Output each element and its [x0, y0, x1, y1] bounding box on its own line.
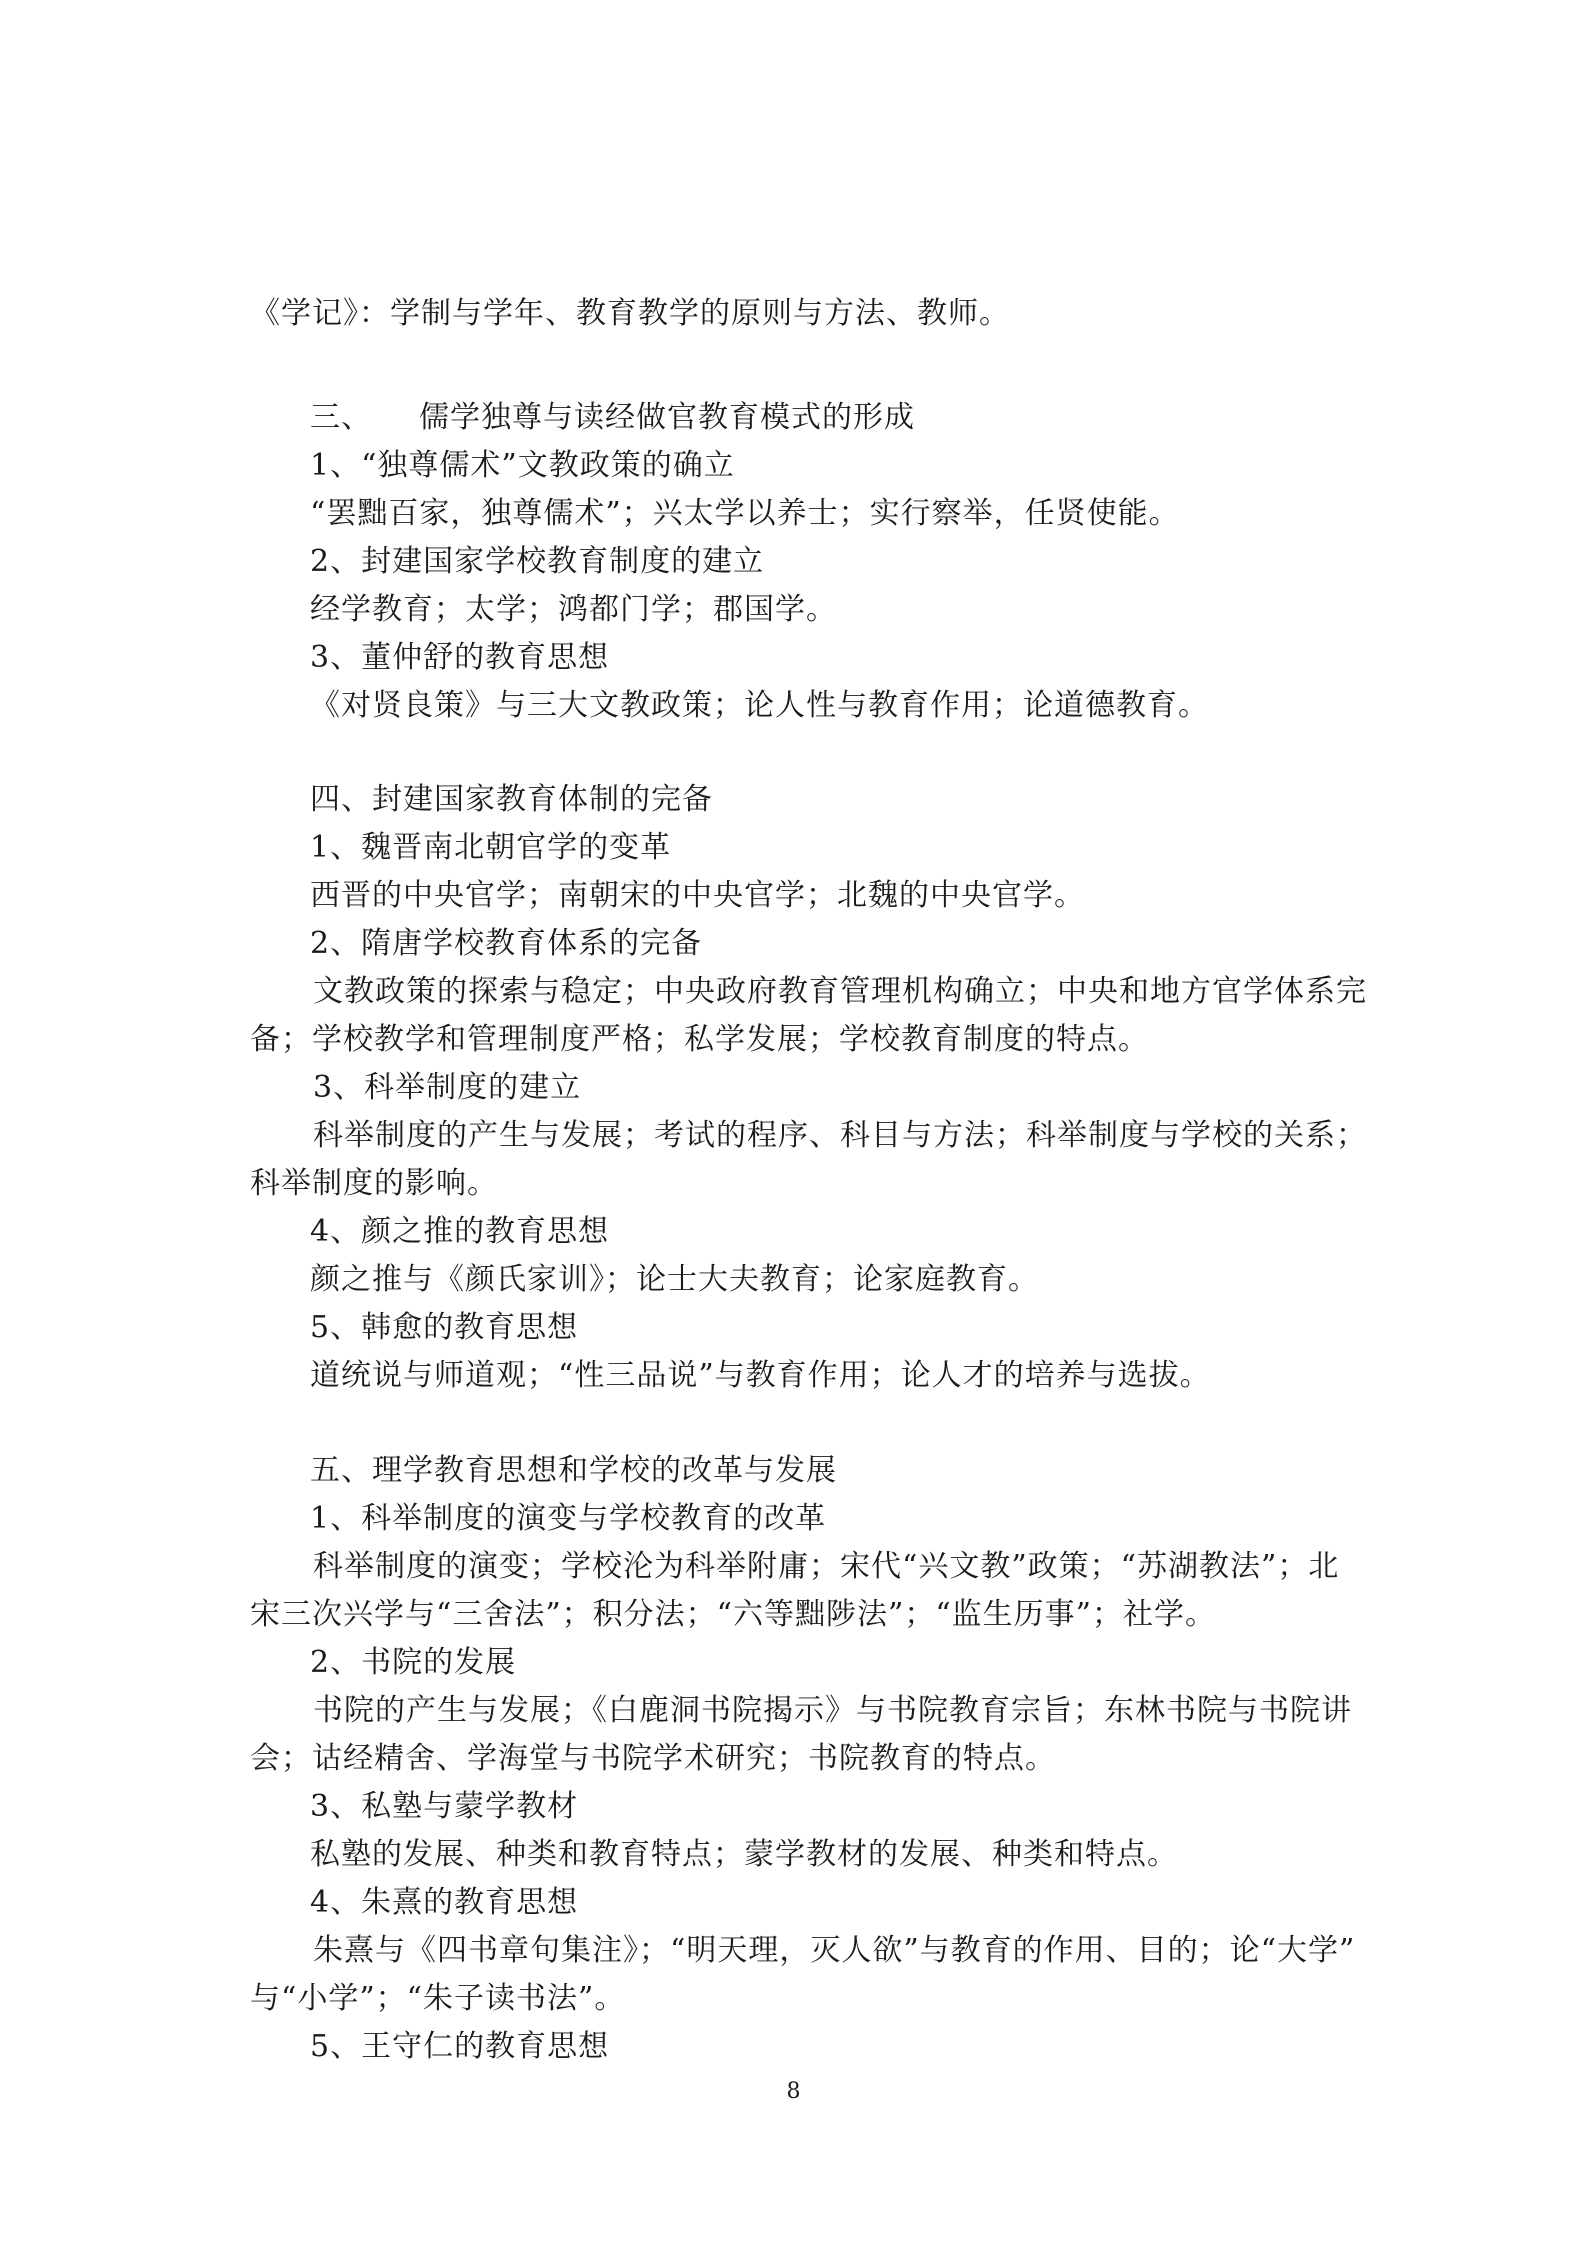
subsection-heading: 1、“独尊儒术”文教政策的确立: [310, 448, 735, 483]
text-line: 颜之推与《颜氏家训》；论士大夫教育；论家庭教育。: [310, 1262, 1039, 1297]
subsection-heading: 1、科举制度的演变与学校教育的改革: [310, 1501, 827, 1536]
text-line: 道统说与师道观；“性三品说”与教育作用；论人才的培养与选拔。: [310, 1358, 1211, 1393]
text-line: 科举制度的演变；学校沦为科举附庸；宋代“兴文教”政策；“苏湖教法”；北: [313, 1549, 1340, 1584]
subsection-heading: 4、朱熹的教育思想: [310, 1885, 579, 1920]
section-heading: 五、理学教育思想和学校的改革与发展: [310, 1453, 837, 1488]
subsection-heading: 2、书院的发展: [310, 1645, 517, 1680]
text-line: 《学记》：学制与学年、教育教学的原则与方法、教师。: [250, 296, 1010, 331]
subsection-heading: 2、隋唐学校教育体系的完备: [310, 926, 703, 961]
subsection-heading: 4、颜之推的教育思想: [310, 1214, 610, 1249]
subsection-heading: 5、王守仁的教育思想: [310, 2029, 610, 2064]
subsection-heading: 5、韩愈的教育思想: [310, 1310, 579, 1345]
text-line: 书院的产生与发展；《白鹿洞书院揭示》与书院教育宗旨；东林书院与书院讲: [313, 1693, 1352, 1728]
text-line: 宋三次兴学与“三舍法”；积分法；“六等黜陟法”；“监生历事”；社学。: [250, 1597, 1217, 1632]
text-line: 西晋的中央官学；南朝宋的中央官学；北魏的中央官学。: [310, 878, 1085, 913]
text-line: 朱熹与《四书章句集注》；“明天理，灭人欲”与教育的作用、目的；论“大学”: [313, 1933, 1356, 1968]
section-heading: 四、封建国家教育体制的完备: [310, 782, 713, 817]
text-line: 会；诂经精舍、学海堂与书院学术研究；书院教育的特点。: [250, 1741, 1056, 1776]
subsection-heading: 2、封建国家学校教育制度的建立: [310, 544, 765, 579]
text-line: “罢黜百家，独尊儒术”；兴太学以养士；实行察举，任贤使能。: [310, 496, 1180, 531]
text-line: 经学教育；太学；鸿都门学；郡国学。: [310, 592, 837, 627]
subsection-heading: 3、科举制度的建立: [313, 1070, 582, 1105]
subsection-heading: 3、董仲舒的教育思想: [310, 640, 610, 675]
page-number: 8: [786, 2079, 801, 2104]
text-line: 科举制度的产生与发展；考试的程序、科目与方法；科举制度与学校的关系；: [313, 1118, 1367, 1153]
section-heading: 三、 儒学独尊与读经做官教育模式的形成: [310, 400, 915, 435]
text-line: 科举制度的影响。: [250, 1166, 498, 1201]
text-line: 私塾的发展、种类和教育特点；蒙学教材的发展、种类和特点。: [310, 1837, 1178, 1872]
subsection-heading: 3、私塾与蒙学教材: [310, 1789, 579, 1824]
text-line: 备；学校教学和管理制度严格；私学发展；学校教育制度的特点。: [250, 1022, 1149, 1057]
text-line: 与“小学”；“朱子读书法”。: [250, 1981, 626, 2016]
text-line: 《对贤良策》与三大文教政策；论人性与教育作用；论道德教育。: [310, 688, 1209, 723]
text-line: 文教政策的探索与稳定；中央政府教育管理机构确立；中央和地方官学体系完: [313, 974, 1367, 1009]
subsection-heading: 1、魏晋南北朝官学的变革: [310, 830, 672, 865]
